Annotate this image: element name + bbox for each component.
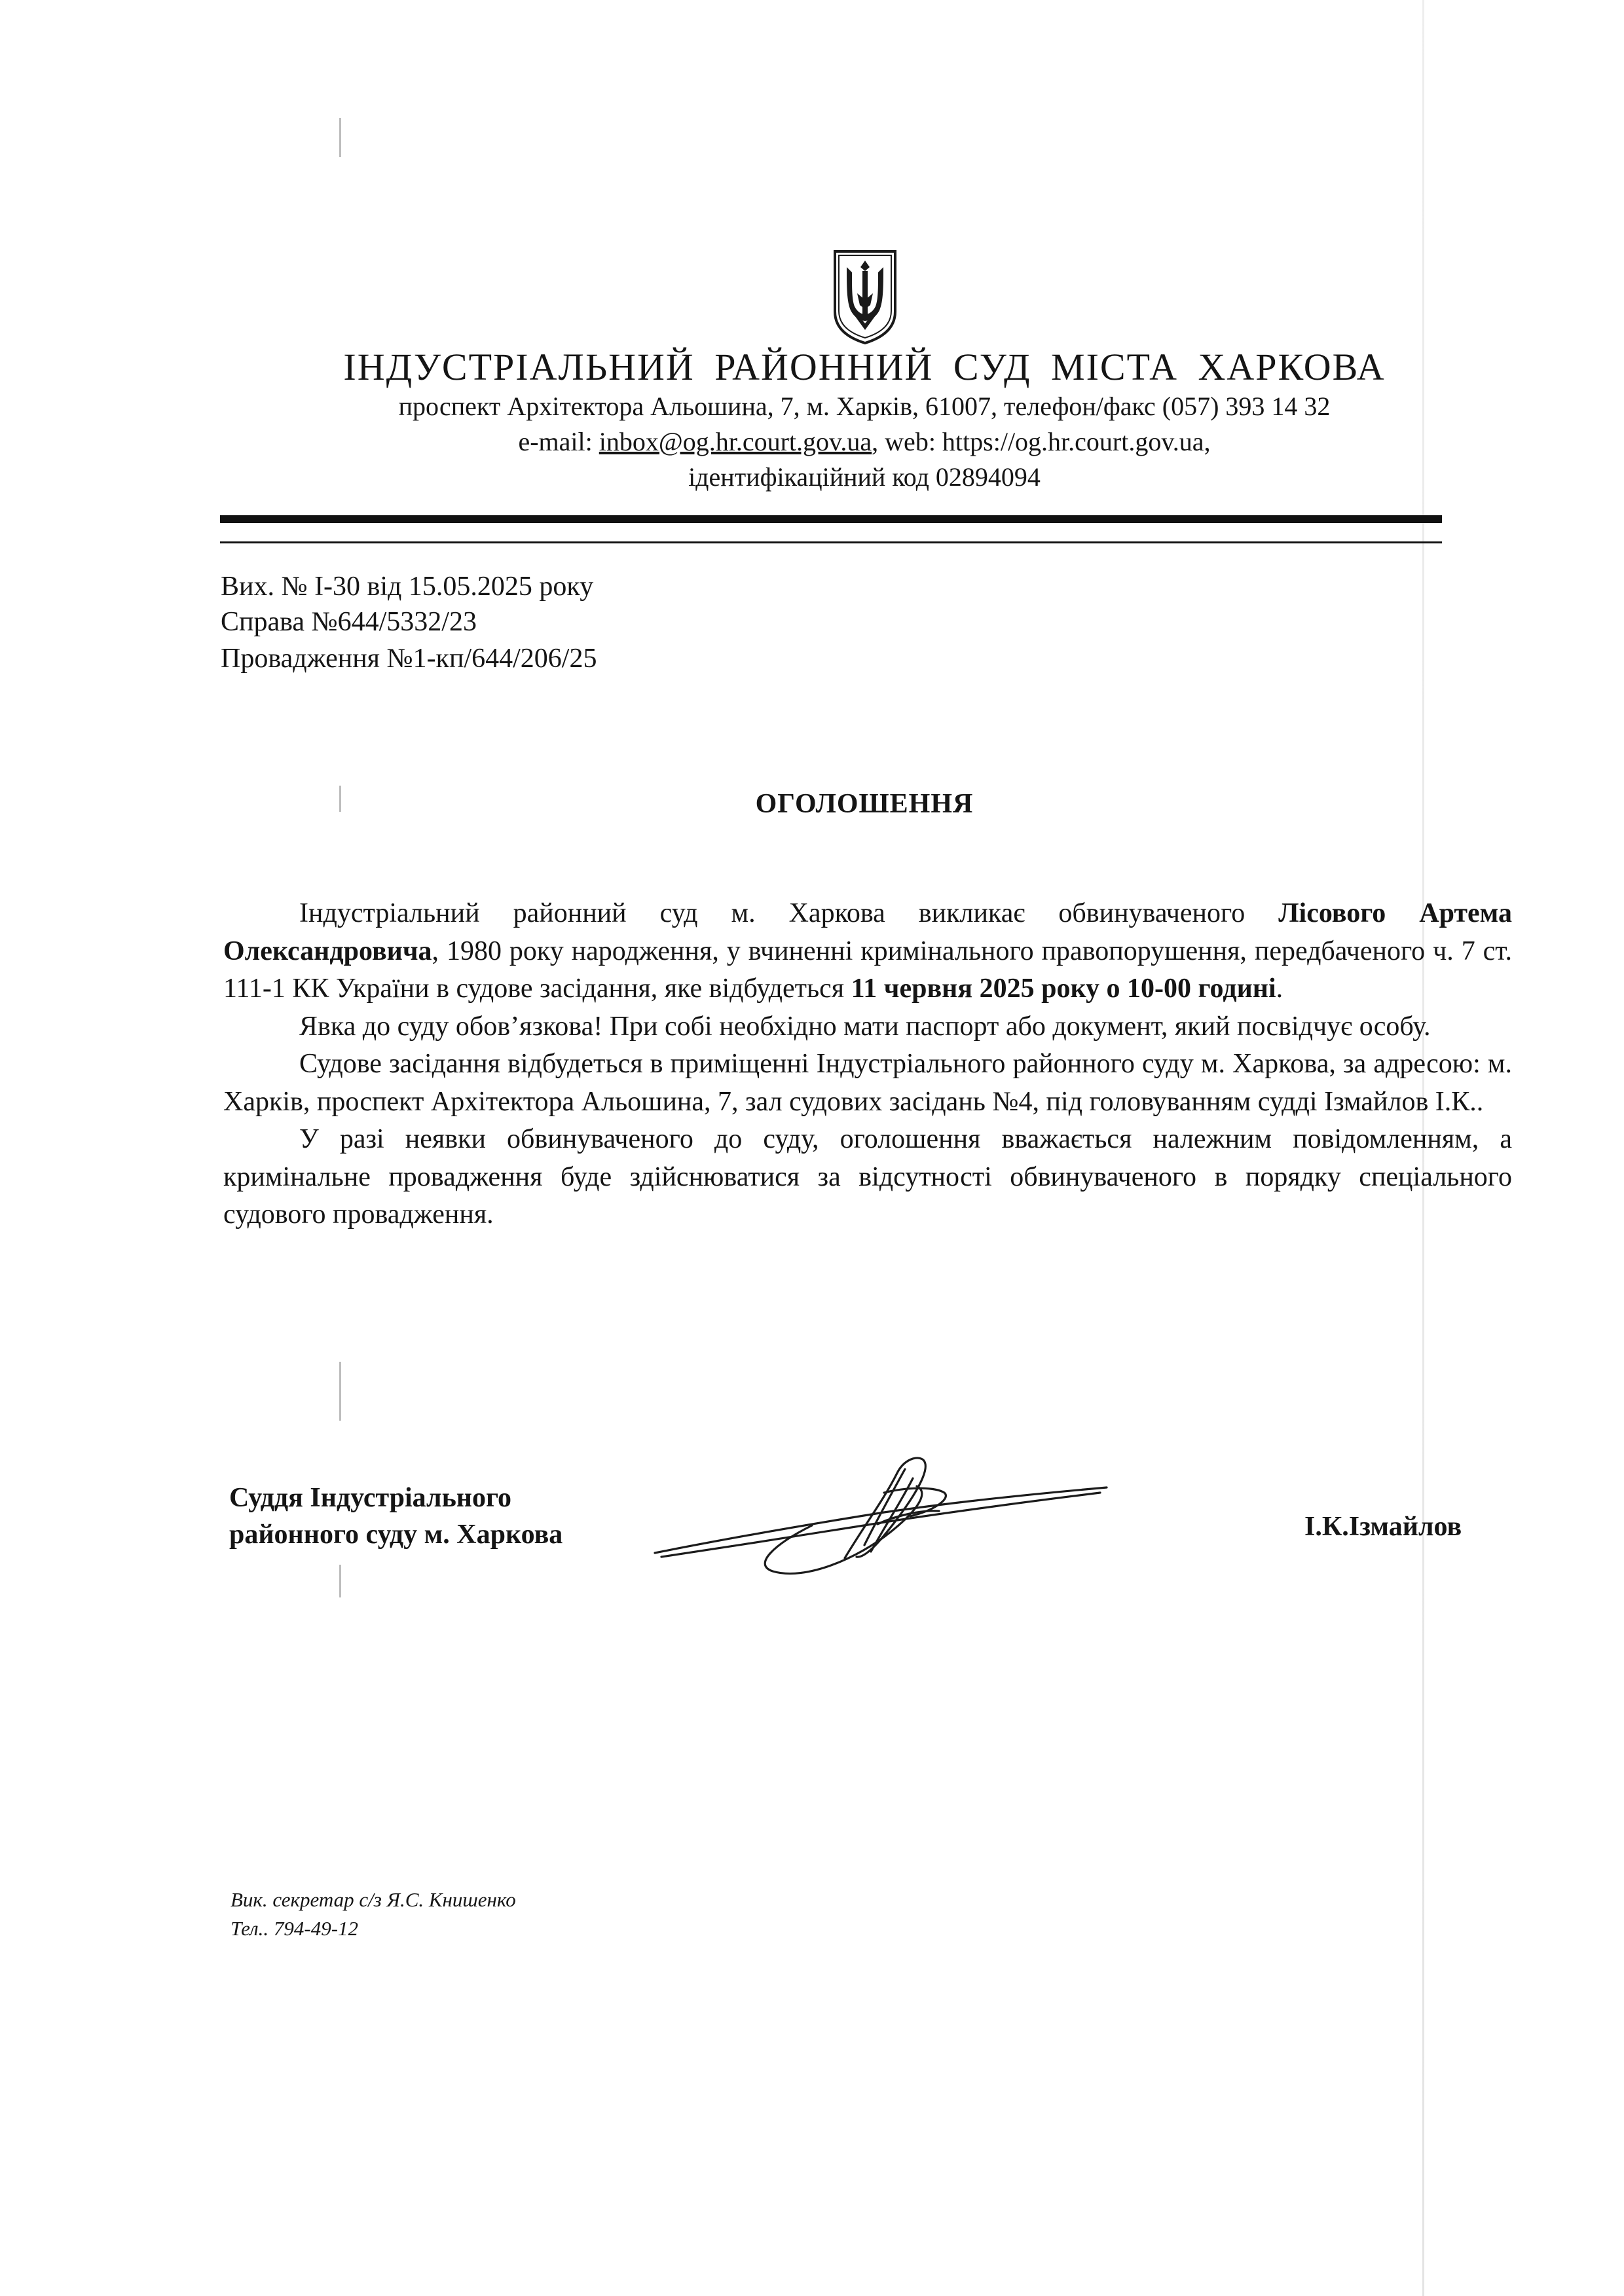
signatory-title-line: районного суду м. Харкова [229, 1520, 563, 1550]
summons-details: , 1980 року народження, у вчиненні кримінального правопорушення, передбаченого ч. 7 ст. 111-1 КК України в судове засідання, яке відбудеться [223, 936, 1512, 1004]
case-number: Справа №644/5332/23 [221, 607, 477, 637]
judge-name: І.К.Ізмайлов [1304, 1512, 1462, 1542]
summons-end: . [1276, 974, 1283, 1004]
paragraph-location: Судове засідання відбудеться в приміщенні Індустріального районного суду м. Харкова, за адресою: м. Харків, проспект Архітектора Альошина, 7, зал судових засідань №4, під головуванням судді Ізмайлов І.К.. [223, 1049, 1512, 1117]
court-name: ІНДУСТРІАЛЬНИЙ РАЙОННИЙ СУД МІСТА ХАРКОВА [343, 346, 1386, 388]
paragraph-attendance: Явка до суду обов’язкова! При собі необхідно мати паспорт або документ, який посвідчує особу. [299, 1011, 1431, 1042]
paragraph-summons [223, 895, 1512, 1008]
court-contacts [216, 424, 1513, 460]
signatory-title [229, 1480, 563, 1553]
executor-note: Вик. секретар с/з Я.С. Книшенко [231, 1888, 516, 1911]
executor-phone: Тел.. 794-49-12 [231, 1917, 359, 1940]
proceeding-number: Провадження №1-кп/644/206/25 [221, 644, 597, 674]
handwritten-signature [648, 1447, 1120, 1591]
summons-text: Індустріальний районний суд м. Харкова викликає обвинуваченого [299, 898, 1279, 928]
defendant-name: Лісового Артема Олександровича [223, 898, 1512, 966]
scan-mark [339, 118, 341, 157]
email-link[interactable]: inbox@og.hr.court.gov.ua [599, 427, 872, 456]
announcement-body [223, 895, 1512, 1234]
header-rule-thin [220, 541, 1442, 543]
outgoing-number: Вих. № І-30 від 15.05.2025 року [221, 572, 594, 602]
coat-of-arms-icon [831, 247, 899, 346]
header-rule-thick [220, 515, 1442, 523]
court-id-code: ідентифікаційний код 02894094 [688, 462, 1041, 492]
court-address: проспект Архітектора Альошина, 7, м. Харків, 61007, телефон/факс (057) 393 14 32 [398, 392, 1331, 421]
paragraph-absence: У разі неявки обвинуваченого до суду, оголошення вважається належним повідомленням, а кримінальне провадження буде здійснюватися за відсутності обвинуваченого в порядку спеціального судового провадження. [223, 1124, 1512, 1230]
scan-mark [339, 1565, 341, 1597]
email-label: e-mail: [518, 427, 599, 456]
signatory-title-line: Суддя Індустріального [229, 1483, 512, 1513]
web-address: , web: https://og.hr.court.gov.ua, [872, 427, 1211, 456]
hearing-datetime: 11 червня 2025 року о 10-00 годині [851, 974, 1276, 1004]
document-title: ОГОЛОШЕННЯ [755, 789, 974, 819]
scan-mark [339, 1362, 341, 1421]
